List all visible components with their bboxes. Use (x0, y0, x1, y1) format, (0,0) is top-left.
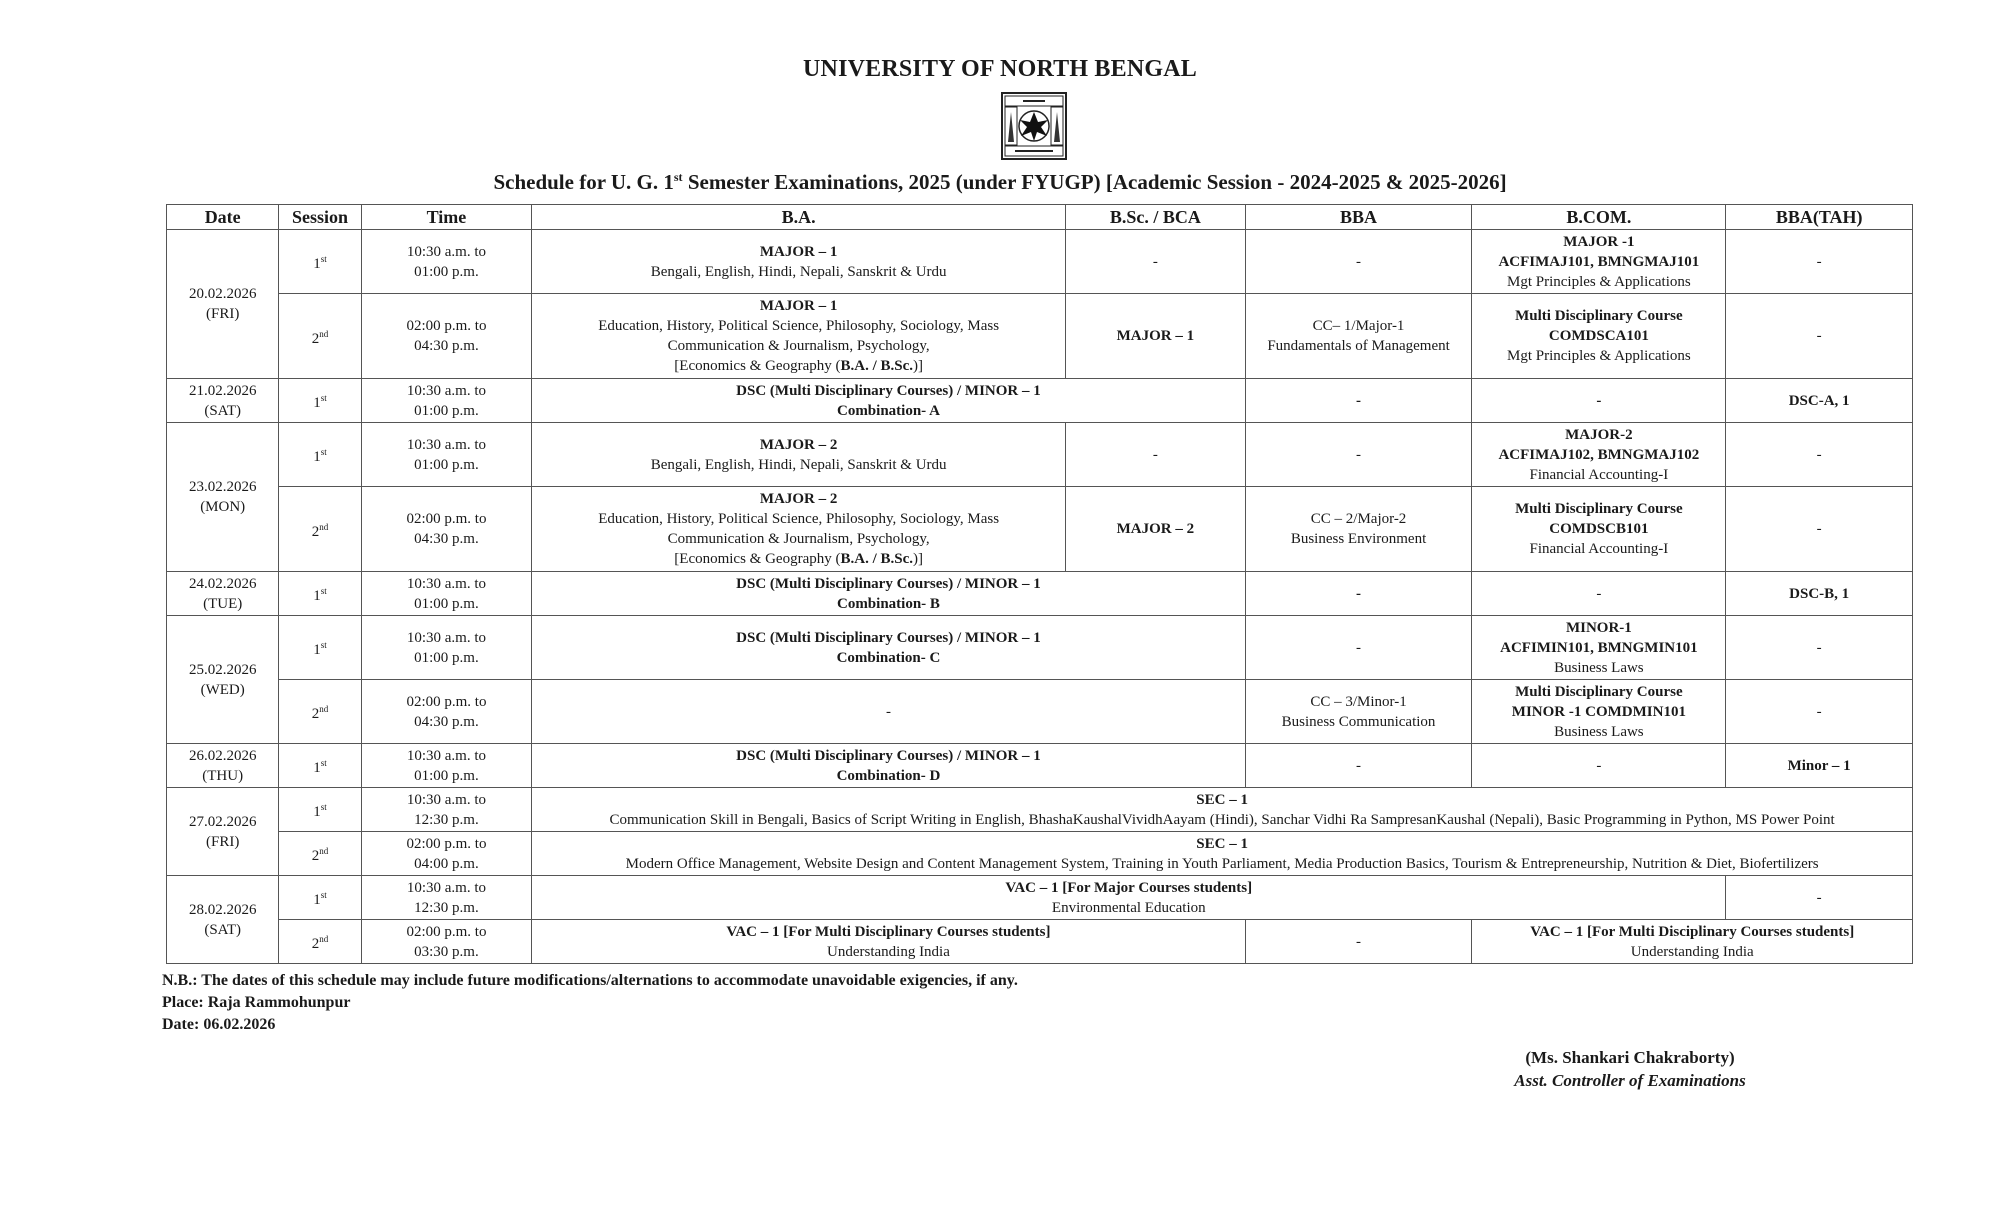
ba-cell: MAJOR – 1 Bengali, English, Hindi, Nepali, Sanskrit & Urdu (532, 230, 1066, 294)
date-cell: 27.02.2026 (FRI) (167, 788, 279, 876)
bba-tah-cell: - (1726, 423, 1913, 487)
ba-bsc-merged-cell: - (532, 680, 1245, 744)
column-header: BBA (1245, 205, 1472, 230)
session-cell: 1st (279, 572, 361, 616)
bsc-cell: - (1066, 423, 1246, 487)
bba-tah-cell: - (1726, 487, 1913, 572)
date-cell: 26.02.2026 (THU) (167, 744, 279, 788)
date-cell: 28.02.2026 (SAT) (167, 876, 279, 964)
column-header: B.COM. (1472, 205, 1726, 230)
all-programs-merged-cell: SEC – 1 Communication Skill in Bengali, Basics of Script Writing in English, BhashaKaushalVividhAayam (Hindi), Sanchar Vidhi Ra SampresanKaushal (Nepali), Basic Programming in Python, MS Power Point (532, 788, 1913, 832)
session-cell: 1st (279, 230, 361, 294)
ba-cell: MAJOR – 2 Bengali, English, Hindi, Nepali, Sanskrit & Urdu (532, 423, 1066, 487)
bcom-tah-merged-cell: VAC – 1 [For Multi Disciplinary Courses students] Understanding India (1472, 920, 1913, 964)
bcom-cell: - (1472, 572, 1726, 616)
column-header: B.A. (532, 205, 1066, 230)
column-header: Date (167, 205, 279, 230)
bba-tah-cell: - (1726, 616, 1913, 680)
bcom-cell: MAJOR -1 ACFIMAJ101, BMNGMAJ101 Mgt Principles & Applications (1472, 230, 1726, 294)
ba-bsc-merged-cell: DSC (Multi Disciplinary Courses) / MINOR – 1 Combination- B (532, 572, 1245, 616)
time-cell: 02:00 p.m. to 04:00 p.m. (361, 832, 532, 876)
bcom-cell: - (1472, 744, 1726, 788)
all-programs-merged-cell: SEC – 1 Modern Office Management, Website Design and Content Management System, Training in Youth Parliament, Media Production Basics, Tourism & Entrepreneurship, Nutrition & Diet, Biofertilizers (532, 832, 1913, 876)
bba-tah-cell: - (1726, 876, 1913, 920)
subtitle-main: Semester Examinations, 2025 (under FYUGP) (682, 170, 1101, 194)
table-row (167, 572, 1913, 616)
table-row (167, 680, 1913, 744)
bsc-cell: - (1066, 230, 1246, 294)
column-header: B.Sc. / BCA (1066, 205, 1246, 230)
bba-cell: - (1245, 744, 1472, 788)
table-row (167, 379, 1913, 423)
bba-tah-cell: - (1726, 294, 1913, 379)
bcom-cell: Multi Disciplinary Course MINOR -1 COMDMIN101 Business Laws (1472, 680, 1726, 744)
table-row (167, 423, 1913, 487)
time-cell: 02:00 p.m. to 04:30 p.m. (361, 680, 532, 744)
bcom-cell: Multi Disciplinary Course COMDSCB101 Financial Accounting-I (1472, 487, 1726, 572)
column-header: BBA(TAH) (1726, 205, 1913, 230)
exam-schedule-table (166, 204, 1913, 964)
ba-bsc-merged-cell: DSC (Multi Disciplinary Courses) / MINOR – 1 Combination- D (532, 744, 1245, 788)
date-cell: 20.02.2026 (FRI) (167, 230, 279, 379)
date-cell: 24.02.2026 (TUE) (167, 572, 279, 616)
nb-note: N.B.: The dates of this schedule may include future modifications/alternations to accommodate unavoidable exigencies, if any. (162, 972, 1018, 989)
time-cell: 10:30 a.m. to 01:00 p.m. (361, 744, 532, 788)
university-name: UNIVERSITY OF NORTH BENGAL (803, 56, 1197, 82)
signatory-role: Asst. Controller of Examinations (1514, 1071, 1746, 1090)
academic-session: [Academic Session - 2024-2025 & 2025-2026] (1100, 170, 1507, 194)
ba-bsc-merged-cell: VAC – 1 [For Multi Disciplinary Courses students] Understanding India (532, 920, 1245, 964)
schedule-title (0, 170, 2000, 195)
ba-cell: MAJOR – 2 Education, History, Political Science, Philosophy, Sociology, Mass Communication & Journalism, Psychology, [Economics & Geography (B.A. / B.Sc.)] (532, 487, 1066, 572)
bba-cell: - (1245, 379, 1472, 423)
bba-cell: - (1245, 572, 1472, 616)
ba-bsc-merged-cell: DSC (Multi Disciplinary Courses) / MINOR – 1 Combination- C (532, 616, 1245, 680)
session-cell: 1st (279, 423, 361, 487)
bcom-cell: MINOR-1 ACFIMIN101, BMNGMIN101 Business Laws (1472, 616, 1726, 680)
bba-cell: CC – 2/Major-2 Business Environment (1245, 487, 1472, 572)
bcom-cell: Multi Disciplinary Course COMDSCA101 Mgt Principles & Applications (1472, 294, 1726, 379)
ba-bsc-merged-cell: DSC (Multi Disciplinary Courses) / MINOR – 1 Combination- A (532, 379, 1245, 423)
table-row (167, 487, 1913, 572)
session-cell: 1st (279, 616, 361, 680)
bcom-cell: MAJOR-2 ACFIMAJ102, BMNGMAJ102 Financial Accounting-I (1472, 423, 1726, 487)
major-vac-merged-cell: VAC – 1 [For Major Courses students] Environmental Education (532, 876, 1726, 920)
table-row (167, 832, 1913, 876)
table-row (167, 230, 1913, 294)
date-line: Date: 06.02.2026 (162, 1016, 276, 1033)
column-header: Time (361, 205, 532, 230)
session-cell: 1st (279, 876, 361, 920)
bcom-cell: - (1472, 379, 1726, 423)
time-cell: 10:30 a.m. to 01:00 p.m. (361, 572, 532, 616)
bba-tah-cell: Minor – 1 (1726, 744, 1913, 788)
place-line: Place: Raja Rammohunpur (162, 994, 351, 1011)
bba-cell: CC– 1/Major-1 Fundamentals of Management (1245, 294, 1472, 379)
session-cell: 1st (279, 379, 361, 423)
bba-tah-cell: - (1726, 680, 1913, 744)
time-cell: 10:30 a.m. to 01:00 p.m. (361, 616, 532, 680)
time-cell: 10:30 a.m. to 01:00 p.m. (361, 379, 532, 423)
bba-cell: - (1245, 423, 1472, 487)
bba-cell: - (1245, 920, 1472, 964)
table-row (167, 920, 1913, 964)
time-cell: 10:30 a.m. to 12:30 p.m. (361, 788, 532, 832)
subtitle-sup: st (673, 170, 683, 184)
table-row (167, 294, 1913, 379)
session-cell: 2nd (279, 832, 361, 876)
time-cell: 10:30 a.m. to 01:00 p.m. (361, 423, 532, 487)
table-row (167, 788, 1913, 832)
session-cell: 1st (279, 744, 361, 788)
column-header: Session (279, 205, 361, 230)
date-cell: 25.02.2026 (WED) (167, 616, 279, 744)
time-cell: 02:00 p.m. to 04:30 p.m. (361, 294, 532, 379)
session-cell: 1st (279, 788, 361, 832)
table-row (167, 744, 1913, 788)
session-cell: 2nd (279, 920, 361, 964)
bba-cell: CC – 3/Minor-1 Business Communication (1245, 680, 1472, 744)
bba-tah-cell: DSC-A, 1 (1726, 379, 1913, 423)
subtitle-prefix: Schedule for U. G. 1 (493, 170, 674, 194)
bba-tah-cell: - (1726, 230, 1913, 294)
ba-cell: MAJOR – 1 Education, History, Political Science, Philosophy, Sociology, Mass Communication & Journalism, Psychology, [Economics & Geography (B.A. / B.Sc.)] (532, 294, 1066, 379)
table-row (167, 616, 1913, 680)
bsc-cell: MAJOR – 1 (1066, 294, 1246, 379)
session-cell: 2nd (279, 294, 361, 379)
bba-cell: - (1245, 616, 1472, 680)
university-emblem-icon (1001, 92, 1067, 160)
date-cell: 21.02.2026 (SAT) (167, 379, 279, 423)
bba-tah-cell: DSC-B, 1 (1726, 572, 1913, 616)
session-cell: 2nd (279, 487, 361, 572)
time-cell: 02:00 p.m. to 04:30 p.m. (361, 487, 532, 572)
bba-cell: - (1245, 230, 1472, 294)
time-cell: 10:30 a.m. to 01:00 p.m. (361, 230, 532, 294)
session-cell: 2nd (279, 680, 361, 744)
signatory-name: (Ms. Shankari Chakraborty) (1525, 1048, 1735, 1067)
bsc-cell: MAJOR – 2 (1066, 487, 1246, 572)
date-cell: 23.02.2026 (MON) (167, 423, 279, 572)
header-row (167, 205, 1913, 230)
time-cell: 02:00 p.m. to 03:30 p.m. (361, 920, 532, 964)
time-cell: 10:30 a.m. to 12:30 p.m. (361, 876, 532, 920)
table-row (167, 876, 1913, 920)
